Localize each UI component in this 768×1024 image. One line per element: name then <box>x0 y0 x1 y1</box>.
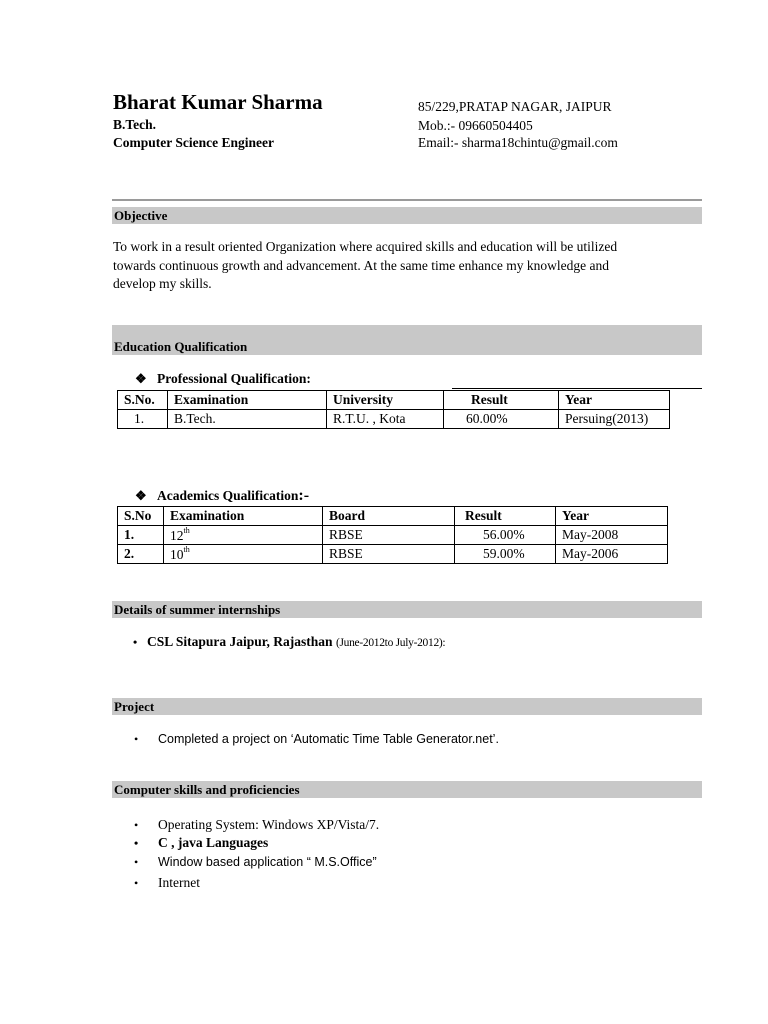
table-cell: R.T.U. , Kota <box>327 410 444 429</box>
table-cell: 1. <box>118 526 164 545</box>
project-heading: Project <box>112 698 702 715</box>
objective-heading: Objective <box>112 207 702 224</box>
objective-line: develop my skills. <box>113 276 212 291</box>
table-header: Year <box>559 391 670 410</box>
table-header: Result <box>455 507 556 526</box>
academics-qualification-title: ❖ Academics Qualification:- <box>135 487 310 504</box>
skills-heading: Computer skills and proficiencies <box>112 781 702 798</box>
mobile: Mob.:- 09660504405 <box>418 118 533 133</box>
email: Email:- sharma18chintu@gmail.com <box>418 135 618 150</box>
education-heading: Education Qualification <box>112 325 702 355</box>
table-header: Examination <box>168 391 327 410</box>
table-header: Board <box>323 507 455 526</box>
professional-table-top-rule <box>452 388 702 389</box>
bullet-icon: • <box>134 876 139 890</box>
list-item: • C , java Languages <box>134 835 269 850</box>
list-item: • Internet <box>134 875 200 890</box>
table-cell: 2. <box>118 545 164 564</box>
list-item: • Operating System: Windows XP/Vista/7. <box>134 817 380 832</box>
table-cell: RBSE <box>323 526 455 545</box>
internships-heading: Details of summer internships <box>112 601 702 618</box>
table-header-row <box>118 507 668 526</box>
bullet-icon: • <box>133 635 138 649</box>
table-cell: RBSE <box>323 545 455 564</box>
table-row <box>118 526 668 545</box>
objective-text <box>113 238 698 294</box>
objective-line: To work in a result oriented Organization where acquired skills and education will be utilized <box>113 239 618 254</box>
table-cell: 60.00% <box>444 410 559 429</box>
table-header: S.No <box>118 507 164 526</box>
job-title: Computer Science Engineer <box>113 135 274 150</box>
table-header: Result <box>444 391 559 410</box>
table-row <box>118 545 668 564</box>
list-item: • CSL Sitapura Jaipur, Rajasthan (June-2012to July-2012): <box>133 634 446 649</box>
list-item: • Window based application “ M.S.Office” <box>134 855 377 869</box>
table-header: Examination <box>164 507 323 526</box>
table-cell: 56.00% <box>455 526 556 545</box>
objective-line: towards continuous growth and advancement. At the same time enhance my knowledge and <box>113 257 609 273</box>
bullet-icon: • <box>134 818 139 832</box>
bullet-icon: • <box>134 732 139 746</box>
address: 85/229,PRATAP NAGAR, JAIPUR <box>418 99 612 114</box>
diamond-bullet-icon: ❖ <box>135 488 147 503</box>
academics-table <box>117 506 668 564</box>
professional-qualification-title: ❖ Professional Qualification: <box>135 371 311 386</box>
table-header-row <box>118 391 670 410</box>
list-item: • Completed a project on ‘Automatic Time Table Generator.net’. <box>134 732 499 746</box>
table-row <box>118 410 670 429</box>
table-cell: May-2008 <box>556 526 668 545</box>
table-cell: Persuing(2013) <box>559 410 670 429</box>
table-header: Year <box>556 507 668 526</box>
table-cell: May-2006 <box>556 545 668 564</box>
bullet-icon: • <box>134 836 139 850</box>
candidate-name: Bharat Kumar Sharma <box>113 90 323 114</box>
header-divider <box>112 199 702 201</box>
table-header: S.No. <box>118 391 168 410</box>
degree: B.Tech. <box>113 117 157 132</box>
table-cell: 59.00% <box>455 545 556 564</box>
bullet-icon: • <box>134 855 139 869</box>
table-cell: 12th <box>164 526 323 545</box>
diamond-bullet-icon: ❖ <box>135 371 147 386</box>
professional-table <box>117 390 670 429</box>
table-header: University <box>327 391 444 410</box>
table-cell: 10th <box>164 545 323 564</box>
table-cell: 1. <box>118 410 168 429</box>
table-cell: B.Tech. <box>168 410 327 429</box>
